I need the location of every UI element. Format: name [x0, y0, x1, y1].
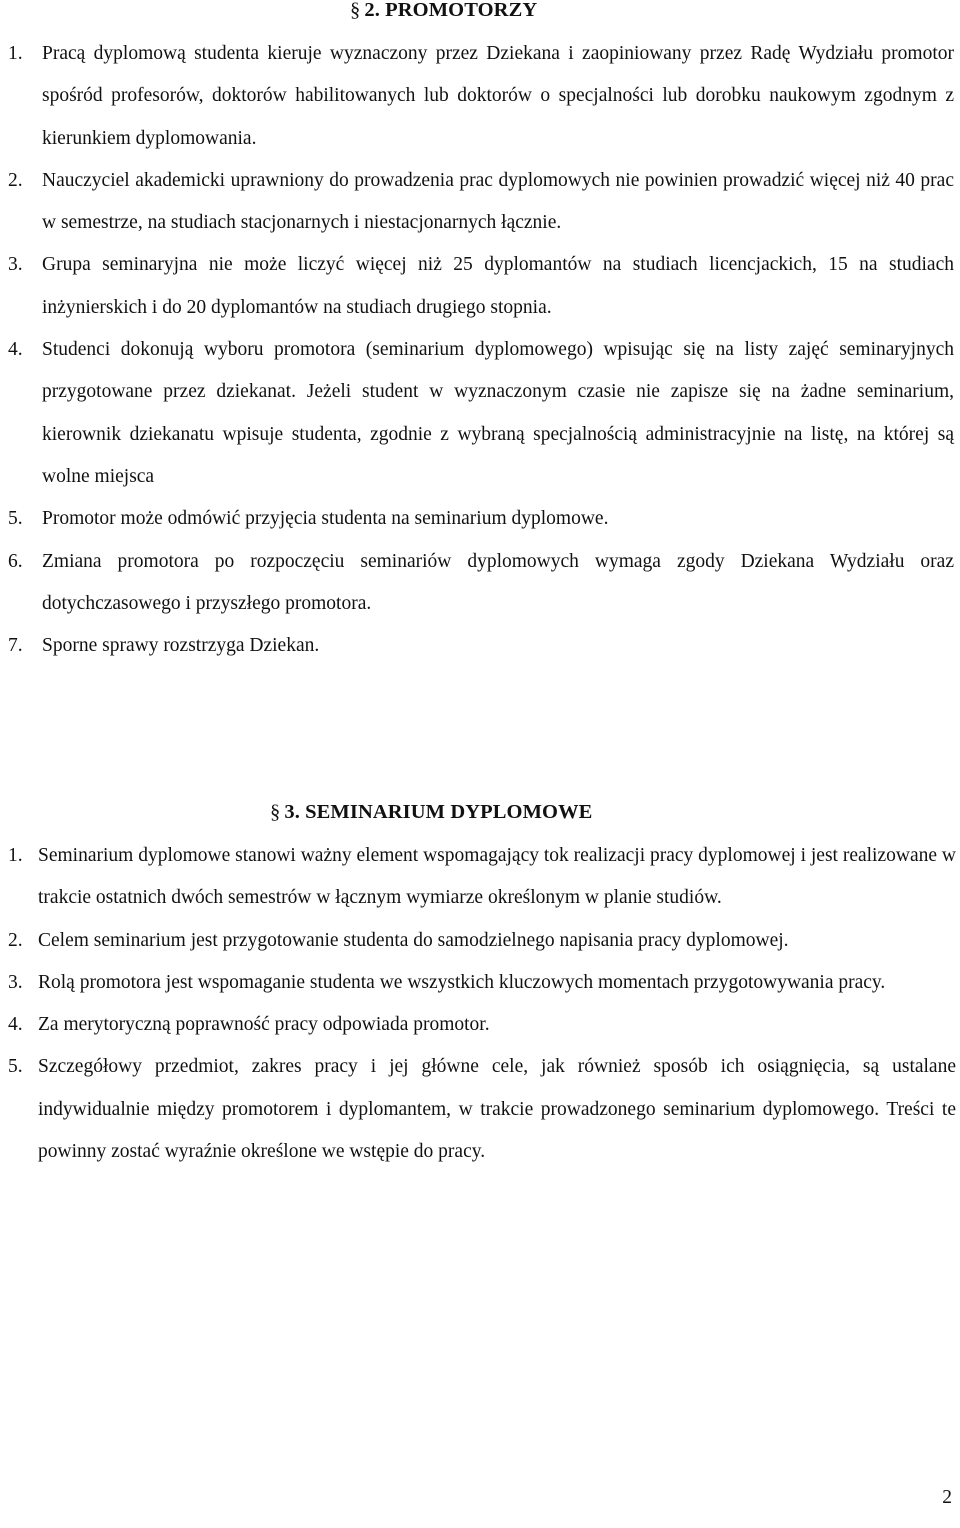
item-number: 3.	[8, 971, 23, 993]
item-number: 5.	[8, 508, 23, 530]
item-number: 2.	[8, 169, 23, 191]
item-number: 2.	[8, 929, 23, 951]
item-number: 3.	[8, 254, 23, 276]
list-item	[0, 244, 960, 329]
section-title: 2. PROMOTORZY	[364, 0, 538, 21]
list-item	[0, 625, 960, 667]
item-number: 1.	[8, 43, 23, 64]
item-text: Seminarium dyplomowe stanowi ważny element wspomagający tok realizacji pracy dyplomowej i jest realizowane w trakcie ostatnich dwóch semestrów w łącznym wymiarze określonym w planie studiów.	[38, 845, 956, 909]
item-text: Pracą dyplomową studenta kieruje wyznaczony przez Dziekana i zaopiniowany przez Radę Wydziału promotor spośród profesorów, doktorów habilitowanych lub doktorów o specjalności lub dorobku naukowym zgodnym z kierunkiem dyplomowania.	[42, 43, 954, 149]
list-item	[0, 920, 960, 962]
section-heading-seminarium	[270, 801, 592, 824]
item-text: Szczegółowy przedmiot, zakres pracy i jej główne cele, jak również sposób ich osiągnięcia, są ustalane indywidualnie między promotorem i dyplomantem, w trakcie prowadzonego seminarium dyplomowego. Treści te powinny zostać wyraźnie określone we wstępie do pracy.	[38, 1056, 956, 1163]
item-text: Zmiana promotora po rozpoczęciu seminariów dyplomowych wymaga zgody Dziekana Wydziału oraz dotychczasowego i przyszłego promotora.	[42, 550, 954, 614]
list-item	[0, 835, 960, 920]
list-item	[0, 1046, 960, 1173]
item-text: Grupa seminaryjna nie może liczyć więcej niż 25 dyplomantów na studiach licencjackich, 15 na studiach inżynierskich i do 20 dyplomantów na studiach drugiego stopnia.	[42, 254, 954, 318]
item-number: 4.	[8, 339, 23, 361]
item-number: 1.	[8, 845, 23, 866]
item-number: 4.	[8, 1014, 23, 1036]
item-text: Sporne sprawy rozstrzyga Dziekan.	[42, 635, 320, 657]
item-text: Za merytoryczną poprawność pracy odpowiada promotor.	[38, 1014, 490, 1036]
promotorzy-list	[0, 33, 960, 667]
item-text: Promotor może odmówić przyjęcia studenta na seminarium dyplomowe.	[42, 508, 609, 530]
seminarium-list	[0, 835, 960, 1173]
item-number: 5.	[8, 1056, 23, 1078]
list-item	[0, 160, 960, 245]
list-item	[0, 1004, 960, 1046]
section-mark: §	[350, 0, 361, 21]
page-number: 2	[942, 1487, 952, 1508]
list-item	[0, 498, 960, 540]
list-item	[0, 329, 960, 498]
item-text: Rolą promotora jest wspomaganie studenta we wszystkich kluczowych momentach przygotowywania pracy.	[38, 971, 886, 993]
section-title: 3. SEMINARIUM DYPLOMOWE	[284, 801, 593, 823]
item-number: 7.	[8, 635, 23, 657]
section-heading-promotorzy	[350, 0, 537, 22]
list-item	[0, 962, 960, 1004]
item-text: Celem seminarium jest przygotowanie studenta do samodzielnego napisania pracy dyplomowej.	[38, 929, 789, 951]
list-item	[0, 541, 960, 626]
section-mark: §	[270, 801, 281, 823]
list-item	[0, 33, 960, 160]
item-text: Nauczyciel akademicki uprawniony do prowadzenia prac dyplomowych nie powinien prowadzić więcej niż 40 prac w semestrze, na studiach stacjonarnych i niestacjonarnych łącznie.	[42, 169, 954, 234]
item-text: Studenci dokonują wyboru promotora (seminarium dyplomowego) wpisując się na listy zajęć seminaryjnych przygotowane przez dziekanat. Jeżeli student w wyznaczonym czasie nie zapisze się na żadne seminarium, kierownik dziekanatu wpisuje studenta, zgodnie z wybraną specjalnością administracyjnie na listę, na której są wolne miejsca	[42, 339, 954, 487]
item-number: 6.	[8, 550, 23, 572]
